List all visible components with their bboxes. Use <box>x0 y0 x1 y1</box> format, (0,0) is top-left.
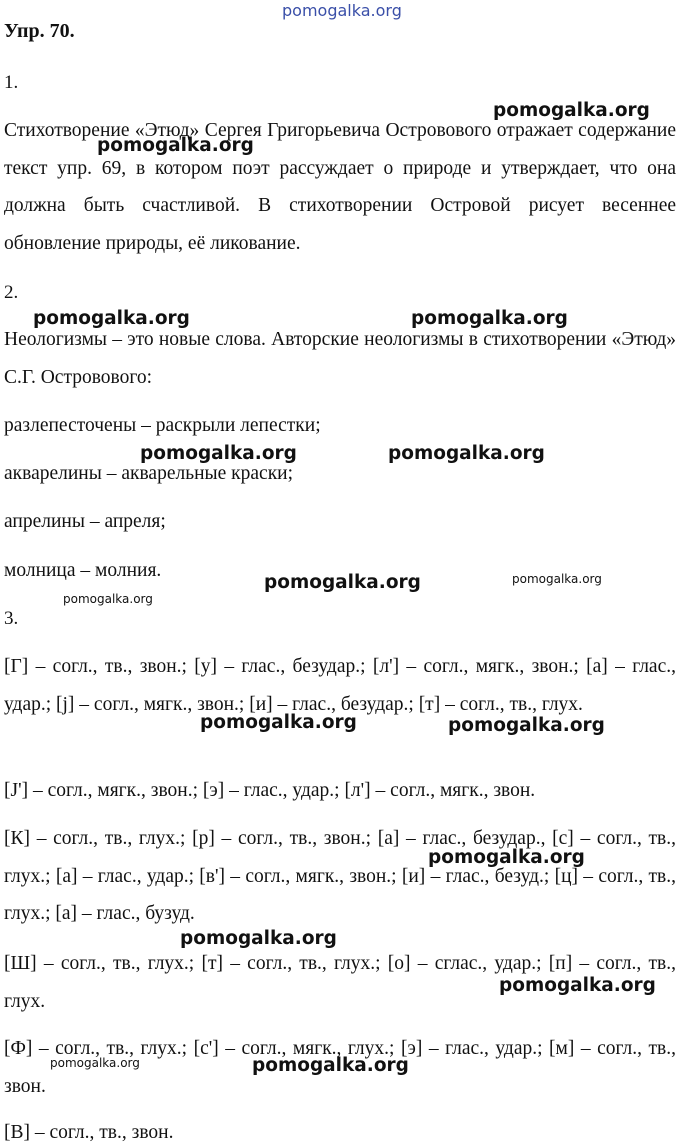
section-1-text: Стихотворение «Этюд» Сергея Григорьевича Островового отражает содержание текст упр. 69, в котором поэт рассуждает о природе и утверждает, что она должна быть счастливой. В стихотворении Островой рисует весеннее обновление природы, её ликование. <box>4 120 676 254</box>
watermark: pomogalka.org <box>63 592 153 606</box>
watermark: pomogalka.org <box>200 712 357 733</box>
phonetic-line-2: [J'] – согл., мягк., звон.; [э] – глас., удар.; [л'] – согл., мягк., звон. <box>4 780 536 801</box>
neologism-item-2: акварелины – акварельные краски; <box>4 463 294 484</box>
phonetic-line-1: [Г] – согл., тв., звон.; [у] – глас., безудар.; [л'] – согл., мягк., звон.; [а] – глас., удар.; [j] – согл., мягк., звон.; [и] – глас., безудар.; [т] – согл., тв., глух. <box>4 656 676 715</box>
section-2-number: 2. <box>4 282 19 303</box>
phonetic-line-6: [В] – согл., тв., звон. <box>4 1122 174 1143</box>
watermark: pomogalka.org <box>448 715 605 736</box>
neologism-item-1: разлепесточены – раскрыли лепестки; <box>4 415 321 436</box>
watermark: pomogalka.org <box>140 443 297 464</box>
watermark: pomogalka.org <box>388 443 545 464</box>
exercise-title: Упр. 70. <box>4 20 75 42</box>
watermark: pomogalka.org <box>499 975 656 996</box>
phonetic-line-5: [Ф] – согл., тв., глух.; [с'] – согл., мягк., глух.; [э] – глас., удар.; [м] – согл., тв., звон. <box>4 1038 676 1097</box>
neologism-item-4: молница – молния. <box>4 560 162 581</box>
watermark: pomogalka.org <box>512 572 602 586</box>
section-1-number: 1. <box>4 72 19 93</box>
watermark: pomogalka.org <box>428 847 585 868</box>
watermark: pomogalka.org <box>50 1056 140 1070</box>
phonetic-line-3: [К] – согл., тв., глух.; [р] – согл., тв., звон.; [а] – глас., безудар., [с] – согл., тв., глух.; [а] – глас., удар.; [в'] – согл., мягк., звон.; [и] – глас., безуд.; [ц] – согл., тв., глух.; [а] – глас., бузуд. <box>4 828 676 924</box>
watermark: pomogalka.org <box>97 135 254 156</box>
section-3-number: 3. <box>4 608 19 629</box>
watermark: pomogalka.org <box>264 572 421 593</box>
neologism-item-3: апрелины – апреля; <box>4 511 166 532</box>
watermark: pomogalka.org <box>411 308 568 329</box>
watermark-top: pomogalka.org <box>282 1 402 20</box>
watermark: pomogalka.org <box>180 928 337 949</box>
phonetic-line-4: [Ш] – согл., тв., глух.; [т] – согл., тв., глух.; [о] – сглас., удар.; [п] – согл., тв., глух. <box>4 953 676 1012</box>
watermark: pomogalka.org <box>33 308 190 329</box>
watermark: pomogalka.org <box>252 1055 409 1076</box>
section-2-intro: Неологизмы – это новые слова. Авторские неологизмы в стихотворении «Этюд» С.Г. Островового: <box>4 329 676 388</box>
watermark: pomogalka.org <box>493 100 650 121</box>
